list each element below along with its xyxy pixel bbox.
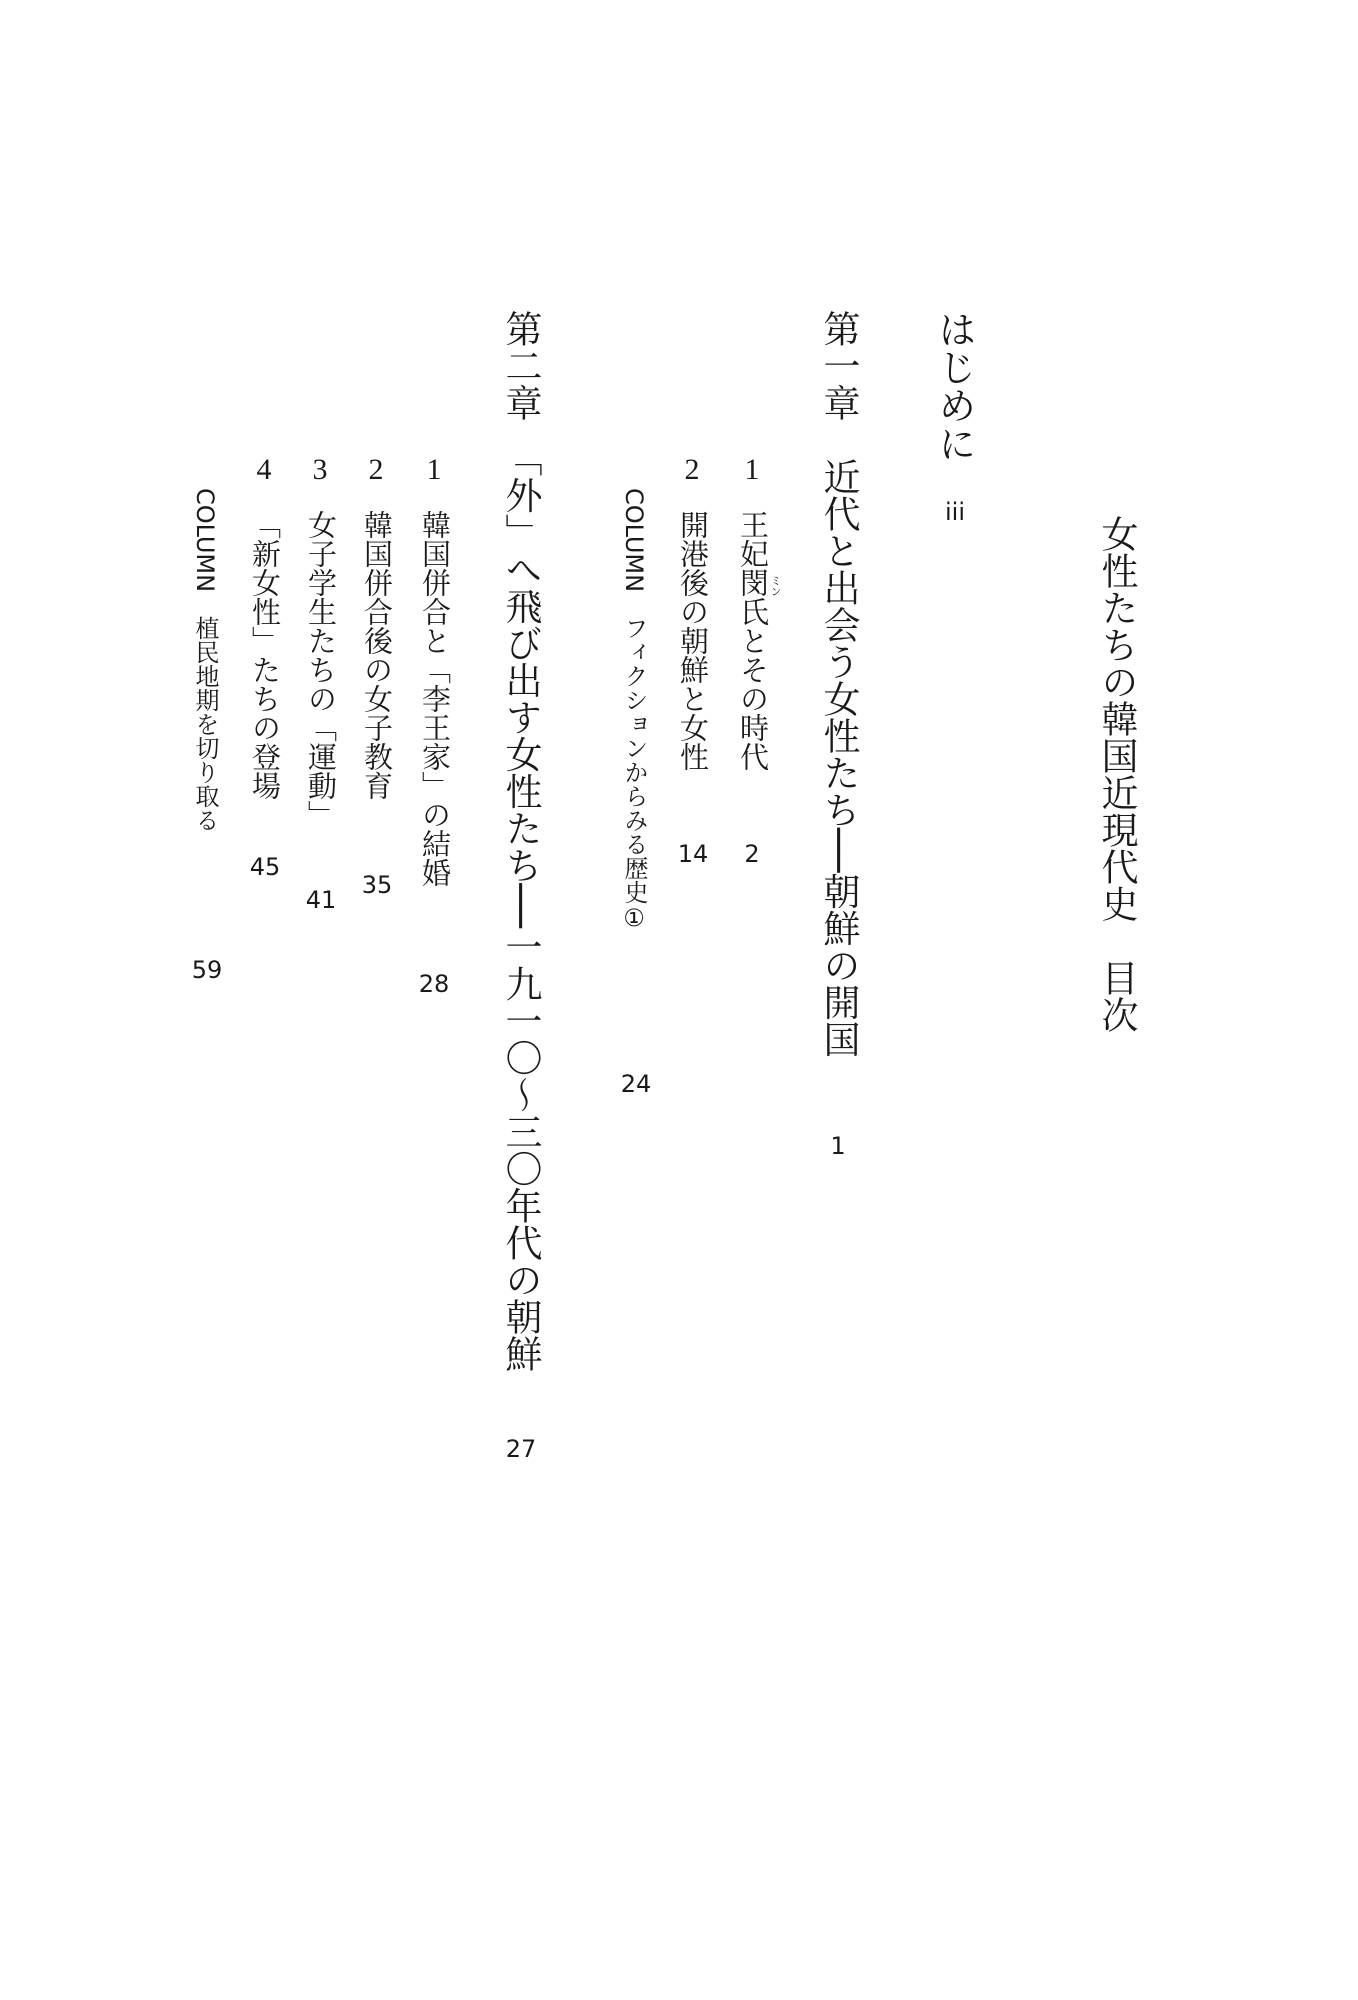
chapter2-section2-page: 35	[361, 871, 393, 899]
chapter2-section1-page: 28	[418, 970, 450, 998]
chapter1-column-title: COLUMN フィクションからみる歴史①	[620, 488, 648, 933]
book-title: 女性たちの韓国近現代史 目次	[1095, 515, 1138, 1033]
chapter1-section2-number: 2	[684, 453, 700, 486]
chapter2-column-title: COLUMN 植民地期を切り取る	[191, 488, 219, 833]
chapter2-section2-title: 韓国併合後の女子教育	[360, 510, 394, 800]
chapter2-section4-page: 45	[249, 853, 281, 881]
front-matter-page: iii	[944, 498, 966, 526]
chapter1-section1-page: 2	[744, 840, 760, 868]
chapter2-section4-number: 4	[256, 453, 272, 486]
chapter1-section1-title: 王妃閔氏とその時代	[736, 510, 770, 771]
chapter2-column-page: 59	[191, 956, 223, 984]
chapter2-section2-number: 2	[368, 453, 384, 486]
chapter1-column-page: 24	[620, 1070, 652, 1098]
chapter2-section1-title: 韓国併合と「李王家」の結婚	[418, 510, 452, 887]
chapter2-section4-title: 「新女性」たちの登場	[248, 510, 282, 800]
chapter2-section3-number: 3	[312, 453, 328, 486]
chapter2-section3-title: 女子学生たちの「運動」	[304, 510, 338, 829]
chapter1-page: 1	[830, 1132, 846, 1160]
chapter2-page: 27	[505, 1435, 537, 1463]
chapter1-section2-page: 14	[677, 840, 709, 868]
front-matter-label: はじめに	[932, 310, 976, 462]
chapter2-heading: 第二章 「外」へ飛び出す女性たち──一九一〇〜三〇年代の朝鮮	[499, 310, 542, 1373]
chapter1-section1-number: 1	[744, 453, 760, 486]
chapter1-section2-title: 開港後の朝鮮と女性	[676, 510, 710, 771]
chapter2-section3-page: 41	[305, 886, 337, 914]
chapter2-section1-number: 1	[426, 453, 442, 486]
chapter1-section1-ruby: ミン	[769, 575, 782, 597]
chapter1-heading: 第一章 近代と出会う女性たち──朝鮮の開国	[817, 310, 860, 1058]
